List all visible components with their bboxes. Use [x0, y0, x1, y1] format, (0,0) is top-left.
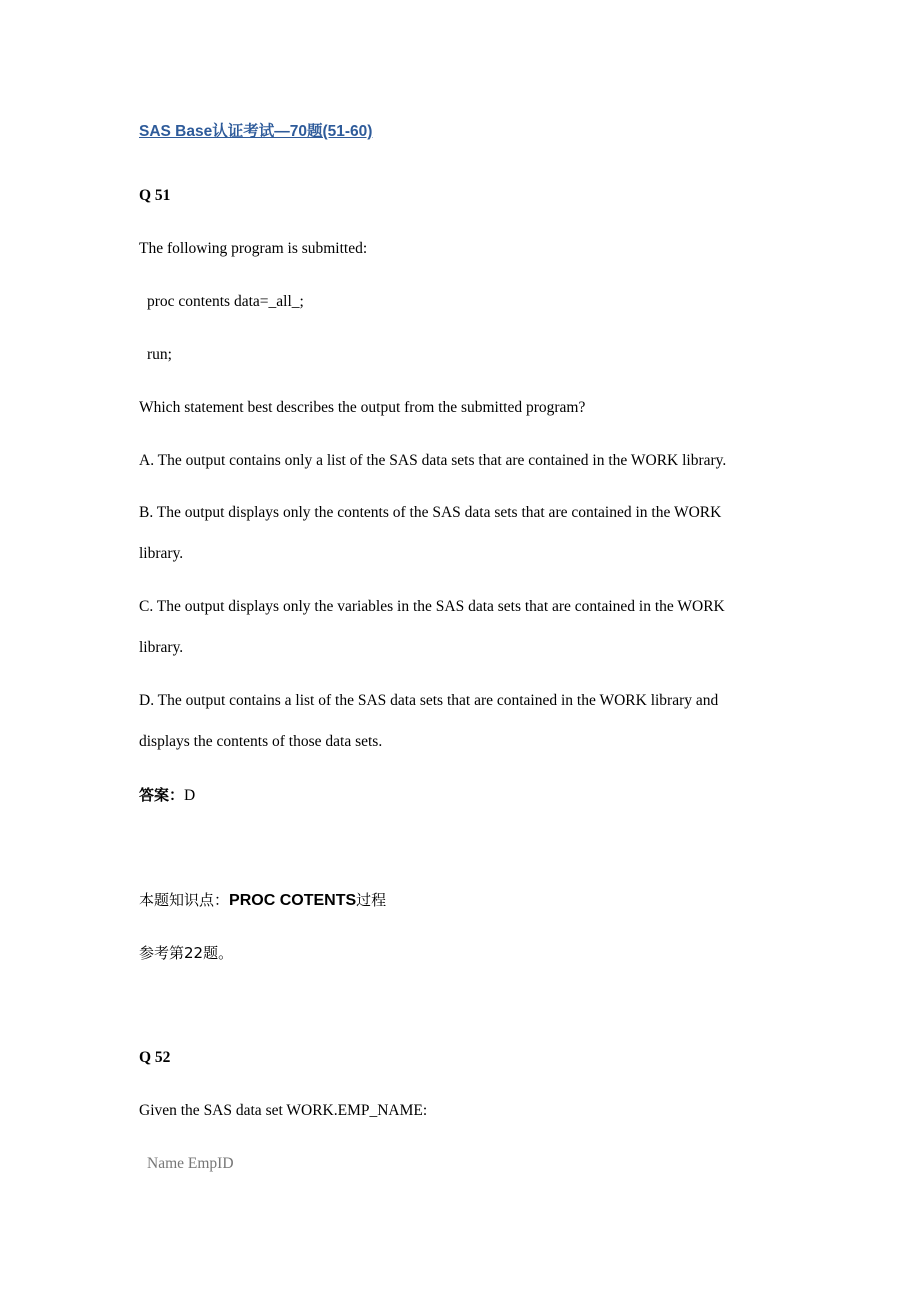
- answer-line: [139, 785, 195, 806]
- option-c-line-2: library.: [139, 639, 184, 656]
- option-b-line-2: library.: [139, 545, 184, 562]
- option-d-line-2: displays the contents of those data sets.: [139, 733, 383, 750]
- code-line-2: run;: [147, 346, 172, 363]
- answer-value: D: [184, 787, 196, 804]
- option-a: A. The output contains only a list of the SAS data sets that are contained in the WORK library.: [139, 452, 727, 469]
- reference-note: 参考第22题。: [139, 944, 234, 962]
- question-51-prompt: Which statement best describes the output from the submitted program?: [139, 399, 586, 416]
- knowledge-point-topic: PROC COTENTS: [229, 892, 357, 909]
- option-d-line-1: D. The output contains a list of the SAS data sets that are contained in the WORK library and: [139, 692, 719, 709]
- data-set-column-headers: Name EmpID: [147, 1155, 234, 1172]
- option-b-line-1: B. The output displays only the contents of the SAS data sets that are contained in the WORK: [139, 504, 722, 521]
- question-51-number: Q 51: [139, 187, 171, 204]
- option-c-line-1: C. The output displays only the variables in the SAS data sets that are contained in the WORK: [139, 598, 725, 615]
- question-52-number: Q 52: [139, 1049, 171, 1066]
- document-title-line: [139, 122, 372, 142]
- knowledge-point-suffix: 过程: [356, 891, 387, 909]
- document-title-link[interactable]: SAS Base认证考试—70题(51-60): [139, 123, 373, 140]
- code-line-1: proc contents data=_all_;: [147, 293, 304, 310]
- question-52-intro: Given the SAS data set WORK.EMP_NAME:: [139, 1102, 428, 1119]
- question-51-intro: The following program is submitted:: [139, 240, 368, 257]
- answer-label: 答案：: [139, 786, 185, 804]
- knowledge-point-label: 本题知识点：: [139, 891, 230, 909]
- knowledge-point-line: [139, 890, 386, 911]
